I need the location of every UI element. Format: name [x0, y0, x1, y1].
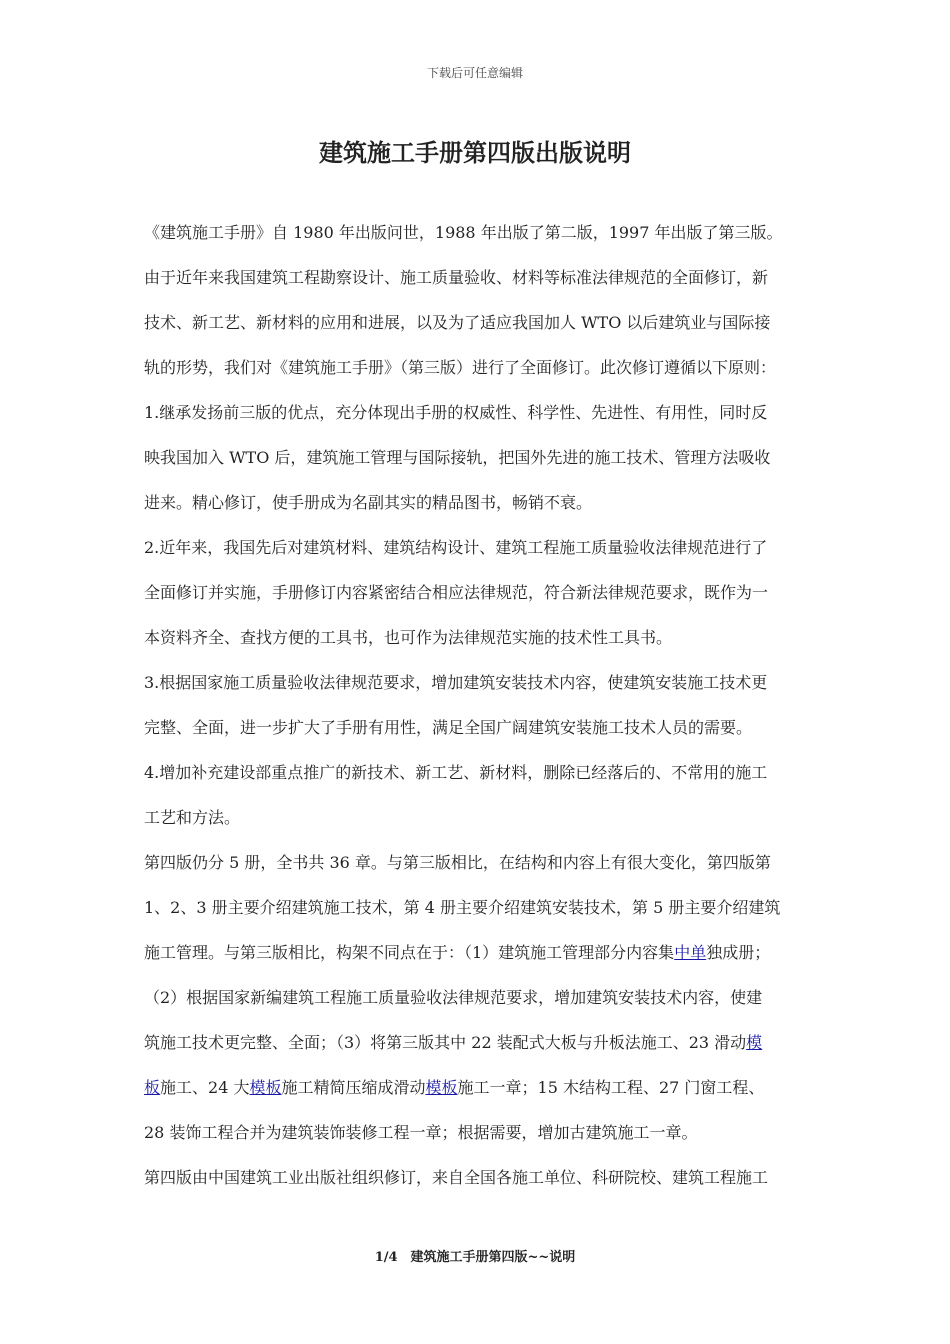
hyperlink[interactable]: 中单: [674, 943, 707, 962]
text-segment: 1、2、3 册主要介绍建筑施工技术，第 4 册主要介绍建筑安装技术，第 5 册主要介绍建筑: [144, 898, 781, 917]
text-segment: 由于近年来我国建筑工程勘察设计、施工质量验收、材料等标准法律规范的全面修订，新: [144, 268, 769, 287]
text-line: [144, 615, 812, 660]
text-segment: 施工管理。与第三版相比，构架不同点在于：（1）建筑施工管理部分内容集: [144, 943, 675, 962]
text-line: [144, 435, 812, 480]
text-line: [144, 570, 812, 615]
text-segment: 全面修订并实施，手册修订内容紧密结合相应法律规范，符合新法律规范要求，既作为一: [144, 583, 769, 602]
text-segment: 技术、新工艺、新材料的应用和进展，以及为了适应我国加人 WTO 以后建筑业与国际接: [144, 313, 771, 332]
text-segment: 28 装饰工程合并为建筑装饰装修工程一章；根据需要，增加古建筑施工一章。: [144, 1123, 698, 1142]
text-line: [144, 345, 812, 390]
text-line: [144, 705, 812, 750]
text-line: [144, 1155, 812, 1200]
text-segment: 轨的形势，我们对《建筑施工手册》（第三版）进行了全面修订。此次修订遵循以下原则：: [144, 358, 777, 377]
text-segment: 本资料齐全、查找方便的工具书，也可作为法律规范实施的技术性工具书。: [144, 628, 673, 647]
text-line: [144, 210, 812, 255]
text-segment: 施工、24 大: [160, 1078, 250, 1097]
page-header: 下载后可任意编辑: [426, 66, 523, 80]
text-line: [144, 390, 812, 435]
text-line: [144, 1110, 812, 1155]
text-segment: 第四版仍分 5 册，全书共 36 章。与第三版相比，在结构和内容上有很大变化，第四版第: [144, 853, 771, 872]
text-segment: 筑施工技术更完整、全面；（3）将第三版其中 22 装配式大板与升板法施工、23 滑动: [144, 1033, 747, 1052]
text-line: [144, 840, 812, 885]
text-segment: 施工精简压缩成滑动: [281, 1078, 426, 1097]
text-line: [144, 795, 812, 840]
text-line: [144, 930, 812, 975]
text-segment: 独成册；: [706, 943, 771, 962]
text-segment: 施工一章；15 木结构工程、27 门窗工程、: [457, 1078, 765, 1097]
text-line: [144, 300, 812, 345]
text-segment: 2.近年来，我国先后对建筑材料、建筑结构设计、建筑工程施工质量验收法律规范进行了: [144, 538, 768, 557]
text-segment: 完整、全面，进一步扩大了手册有用性，满足全国广阔建筑安装施工技术人员的需要。: [144, 718, 753, 737]
text-segment: 《建筑施工手册》自 1980 年出版问世，1988 年出版了第二版，1997 年出版了第三版。: [144, 223, 783, 242]
text-line: [144, 660, 812, 705]
text-line: [144, 1020, 812, 1065]
hyperlink[interactable]: 板: [144, 1078, 161, 1097]
text-segment: （2）根据国家新编建筑工程施工质量验收法律规范要求，增加建筑安装技术内容，使建: [144, 988, 763, 1007]
text-segment: 进来。精心修订，使手册成为名副其实的精品图书，畅销不衰。: [144, 493, 593, 512]
text-segment: 4.增加补充建设部重点推广的新技术、新工艺、新材料，删除已经落后的、不常用的施工: [144, 763, 768, 782]
hyperlink[interactable]: 模板: [249, 1078, 282, 1097]
text-line: [144, 750, 812, 795]
text-line: [144, 255, 812, 300]
text-segment: 第四版由中国建筑工业出版社组织修订，来自全国各施工单位、科研院校、建筑工程施工: [144, 1168, 769, 1187]
text-line: [144, 1065, 812, 1110]
text-line: [144, 525, 812, 570]
text-line: [144, 975, 812, 1020]
text-line: [144, 480, 812, 525]
document-body: [144, 210, 812, 1200]
text-segment: 3.根据国家施工质量验收法律规范要求，增加建筑安装技术内容，使建筑安装施工技术更: [144, 673, 768, 692]
hyperlink[interactable]: 模板: [425, 1078, 458, 1097]
text-line: [144, 885, 812, 930]
hyperlink[interactable]: 模: [746, 1033, 763, 1052]
text-segment: 映我国加入 WTO 后，建筑施工管理与国际接轨，把国外先进的施工技术、管理方法吸收: [144, 448, 771, 467]
text-segment: 1.继承发扬前三版的优点，充分体现出手册的权威性、科学性、先进性、有用性，同时反: [144, 403, 768, 422]
page-footer: 1/4 建筑施工手册第四版~~说明: [374, 1250, 576, 1265]
document-title: 建筑施工手册第四版出版说明: [319, 138, 631, 167]
text-segment: 工艺和方法。: [144, 808, 241, 827]
